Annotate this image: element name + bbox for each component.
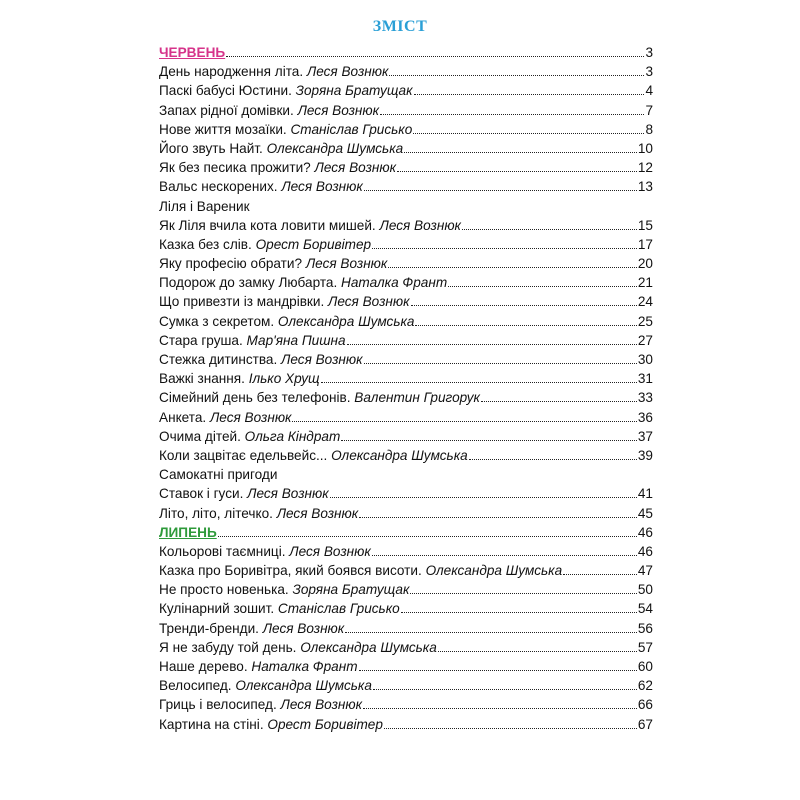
entry-title: Казка про Боривітра, який боявся висоти.	[159, 563, 422, 579]
page-number: 56	[637, 620, 653, 636]
entry-title: Сумка з секретом.	[159, 313, 275, 329]
toc-entry-row	[159, 504, 653, 523]
entry-title: Сімейний день без телефонів.	[159, 390, 351, 406]
entry-author: Леся Вознюк	[305, 256, 388, 272]
toc-list	[159, 43, 653, 734]
entry-title: Наше дерево.	[159, 659, 248, 674]
toc-entry-text	[159, 62, 388, 81]
dot-leader	[364, 353, 637, 364]
entry-title: Ліля і Вареник	[159, 198, 250, 214]
page-number: 54	[637, 601, 653, 617]
dot-leader	[410, 583, 636, 594]
dot-leader	[359, 507, 637, 518]
entry-title: Гриць і велосипед.	[159, 697, 277, 713]
toc-entry-text	[159, 657, 358, 676]
dot-leader	[389, 65, 644, 76]
entry-author: Станіслав Грисько	[290, 121, 413, 137]
entry-author: Наталка Франт	[251, 659, 358, 674]
toc-entry-text	[159, 235, 371, 254]
toc-entry-row	[159, 638, 653, 657]
toc-entry-text	[159, 350, 363, 369]
page-number: 37	[637, 428, 653, 444]
page-number: 20	[637, 256, 653, 272]
entry-title: Коли зацвітає едельвейс...	[159, 447, 328, 463]
entry-title: Ставок і гуси.	[159, 486, 244, 502]
entry-author: Олександра Шумська	[300, 639, 437, 655]
entry-title: Анкета.	[159, 409, 207, 425]
toc-entry-text	[159, 197, 250, 216]
toc-entry-row	[159, 561, 653, 580]
entry-title: Кулінарний зошит.	[159, 601, 275, 617]
entry-author: Орест Боривітер	[255, 236, 372, 252]
page-number: 21	[637, 275, 653, 291]
toc-entry-row	[159, 81, 653, 100]
entry-title: Запах рідної домівки.	[159, 102, 294, 118]
page-number: 45	[637, 505, 653, 521]
entry-author: Ольга Кіндрат	[244, 428, 341, 444]
toc-entry-text	[159, 43, 225, 62]
entry-author: Леся Вознюк	[280, 697, 363, 713]
entry-title: Подорож до замку Любарта.	[159, 275, 338, 291]
toc-entry-row	[159, 408, 653, 427]
entry-title: Казка без слів.	[159, 236, 252, 252]
entry-author: Орест Боривітер	[267, 716, 383, 732]
entry-title: Самокатні пригоди	[159, 467, 278, 483]
page-number: 24	[637, 294, 653, 310]
dot-leader	[448, 276, 637, 287]
toc-entry-text	[159, 504, 358, 523]
toc-entry-text	[159, 388, 480, 407]
page-number: 3	[645, 64, 653, 80]
dot-leader	[481, 391, 637, 402]
toc-entry-row	[159, 101, 653, 120]
entry-author: Леся Вознюк	[297, 102, 380, 118]
entry-author: Олександра Шумська	[331, 447, 468, 463]
toc-entry-row	[159, 235, 653, 254]
toc-entry-row	[159, 676, 653, 695]
dot-leader	[404, 142, 637, 153]
toc-entry-text	[159, 216, 461, 235]
toc-entry-text	[159, 292, 410, 311]
page-number: 31	[637, 371, 653, 387]
page-number: 67	[637, 716, 653, 732]
toc-entry-text	[159, 120, 412, 139]
entry-title: Літо, літо, літечко.	[159, 505, 273, 521]
dot-leader	[292, 411, 636, 422]
toc-entry-row	[159, 369, 653, 388]
entry-author: Ілько Хрущ	[248, 371, 320, 387]
entry-author: Леся Вознюк	[289, 543, 371, 559]
toc-entry-text	[159, 638, 437, 657]
entry-title: Не просто новенька.	[159, 582, 289, 598]
toc-entry-text	[159, 542, 371, 561]
toc-entry-row	[159, 484, 653, 503]
toc-entry-text	[159, 484, 329, 503]
entry-author: Валентин Григорук	[354, 390, 480, 406]
dot-leader	[469, 449, 637, 460]
toc-entry-row	[159, 446, 653, 465]
page-number: 39	[637, 447, 653, 463]
page-title: ЗМІСТ	[372, 18, 428, 35]
toc-entry-text	[159, 446, 468, 465]
entry-title: Кольорові таємниці.	[159, 543, 286, 559]
entry-author: Леся Вознюк	[281, 352, 363, 367]
page-number: 47	[637, 563, 653, 579]
dot-leader	[388, 257, 637, 268]
entry-title: Тренди-бренди.	[159, 620, 259, 636]
dot-leader	[347, 334, 637, 345]
dot-leader	[218, 526, 637, 537]
section-title: ЛИПЕНЬ	[159, 524, 217, 540]
toc-entry-row	[159, 331, 653, 350]
toc-entry-text	[159, 369, 320, 388]
section-title: ЧЕРВЕНЬ	[159, 45, 226, 60]
page-number: 66	[637, 697, 653, 713]
page-number: 36	[637, 409, 653, 425]
toc-entry-row	[159, 542, 653, 561]
toc-entry-row	[159, 139, 653, 158]
toc-entry-row	[159, 580, 653, 599]
dot-leader	[380, 104, 644, 115]
page-number: 57	[637, 639, 653, 655]
toc-entry-row	[159, 62, 653, 81]
toc-entry-text	[159, 331, 346, 350]
entry-author: Зоряна Братущак	[292, 582, 410, 598]
entry-author: Леся Вознюк	[281, 179, 363, 195]
toc-entry-text	[159, 676, 372, 695]
dot-leader	[397, 161, 637, 172]
entry-title: Вальс нескорених.	[159, 179, 278, 195]
entry-author: Станіслав Грисько	[277, 601, 400, 617]
page-number: 10	[637, 140, 653, 156]
toc-section-row	[159, 43, 653, 62]
dot-leader	[413, 123, 644, 134]
entry-title: Стара груша.	[159, 332, 243, 348]
entry-title: Я не забуду той день.	[159, 639, 297, 655]
page-number: 62	[637, 678, 653, 694]
toc-entry-row	[159, 158, 653, 177]
entry-title: День народження літа.	[159, 64, 304, 80]
page-number: 7	[645, 102, 653, 118]
entry-author: Леся Вознюк	[262, 620, 345, 636]
dot-leader	[330, 487, 637, 498]
page-number: 33	[637, 390, 653, 406]
toc-entry-text	[159, 312, 414, 331]
toc-entry-text	[159, 427, 340, 446]
dot-leader	[226, 46, 644, 57]
entry-author: Леся Вознюк	[247, 486, 329, 502]
entry-author: Леся Вознюк	[209, 409, 292, 425]
dot-leader	[563, 564, 637, 575]
toc-entry-row	[159, 216, 653, 235]
dot-leader	[359, 660, 637, 671]
page-number: 30	[637, 352, 653, 367]
entry-title: Його звуть Найт.	[159, 140, 263, 156]
page-number: 15	[637, 217, 653, 233]
page-number: 17	[637, 236, 653, 252]
entry-title: Що привезти із мандрівки.	[159, 294, 325, 310]
toc-entry-text	[159, 561, 562, 580]
page-number: 60	[637, 659, 653, 674]
toc-entry-row	[159, 312, 653, 331]
page-number: 8	[645, 121, 653, 137]
entry-title: Важкі знання.	[159, 371, 245, 387]
entry-author: Олександра Шумська	[277, 313, 415, 329]
dot-leader	[372, 238, 637, 249]
dot-leader	[462, 219, 637, 230]
entry-title: Як без песика прожити?	[159, 160, 311, 176]
toc-entry-row	[159, 177, 653, 196]
entry-author: Олександра Шумська	[266, 140, 404, 156]
entry-author: Наталка Франт	[341, 275, 448, 291]
toc-entry-row	[159, 254, 653, 273]
dot-leader	[372, 545, 637, 556]
toc-entry-row	[159, 273, 653, 292]
entry-title: Паскі бабусі Юстини.	[159, 83, 292, 99]
toc-entry-text	[159, 695, 362, 714]
entry-author: Леся Вознюк	[306, 64, 389, 80]
entry-author: Олександра Шумська	[235, 678, 372, 694]
entry-title: Очима дітей.	[159, 428, 241, 444]
page-number: 25	[637, 313, 653, 329]
page-number: 13	[637, 179, 653, 195]
toc-entry-text	[159, 408, 291, 427]
toc-entry-row	[159, 695, 653, 714]
page-number: 46	[637, 543, 653, 559]
toc-entry-row	[159, 599, 653, 618]
entry-title: Яку професію обрати?	[159, 256, 303, 272]
entry-title: Стежка дитинства.	[159, 352, 278, 367]
toc-entry-text	[159, 177, 363, 196]
entry-author: Леся Вознюк	[314, 160, 397, 176]
toc-entry-text	[159, 273, 447, 292]
toc-entry-row	[159, 388, 653, 407]
page-number: 4	[645, 83, 653, 99]
dot-leader	[345, 622, 637, 633]
page-number: 12	[637, 160, 653, 176]
entry-title: Як Ліля вчила кота ловити мишей.	[159, 217, 376, 233]
entry-author: Зоряна Братущак	[295, 83, 413, 99]
entry-author: Леся Вознюк	[379, 217, 461, 233]
toc-entry-text	[159, 101, 379, 120]
page-number: 27	[637, 332, 653, 348]
toc-entry-row	[159, 292, 653, 311]
toc-entry-text	[159, 619, 344, 638]
toc-entry-row	[159, 619, 653, 638]
entry-author: Мар'яна Пишна	[246, 332, 346, 348]
toc-entry-text	[159, 81, 413, 100]
toc-entry-text	[159, 599, 400, 618]
dot-leader	[414, 84, 645, 95]
page-number: 41	[637, 486, 653, 502]
toc-section-row	[159, 523, 653, 542]
toc-entry-text	[159, 158, 396, 177]
dot-leader	[415, 315, 636, 326]
toc-entry-row	[159, 427, 653, 446]
toc-entry-text	[159, 523, 217, 542]
toc-entry-text	[159, 254, 387, 273]
dot-leader	[401, 602, 637, 613]
entry-title: Картина на стіні.	[159, 716, 264, 732]
page-number: 3	[645, 45, 653, 60]
entry-title: Нове життя мозаїки.	[159, 121, 287, 137]
toc-entry-row	[159, 120, 653, 139]
toc-heading-row	[159, 197, 653, 216]
dot-leader	[321, 372, 637, 383]
toc-entry-text	[159, 580, 409, 599]
toc-entry-text	[159, 139, 403, 158]
dot-leader	[411, 295, 637, 306]
toc-entry-row	[159, 657, 653, 676]
dot-leader	[384, 718, 637, 729]
entry-author: Олександра Шумська	[425, 563, 563, 579]
toc-entry-text	[159, 465, 277, 484]
toc-entry-text	[159, 715, 383, 734]
entry-title: Велосипед.	[159, 678, 232, 694]
entry-author: Леся Вознюк	[276, 505, 359, 521]
dot-leader	[373, 679, 637, 690]
dot-leader	[438, 641, 637, 652]
page-number: 50	[637, 582, 653, 598]
toc-heading-row	[159, 465, 653, 484]
entry-author: Леся Вознюк	[328, 294, 410, 310]
toc-entry-row	[159, 350, 653, 369]
dot-leader	[364, 180, 637, 191]
dot-leader	[341, 430, 637, 441]
toc-entry-row	[159, 715, 653, 734]
page-number: 46	[637, 524, 653, 540]
dot-leader	[363, 698, 637, 709]
